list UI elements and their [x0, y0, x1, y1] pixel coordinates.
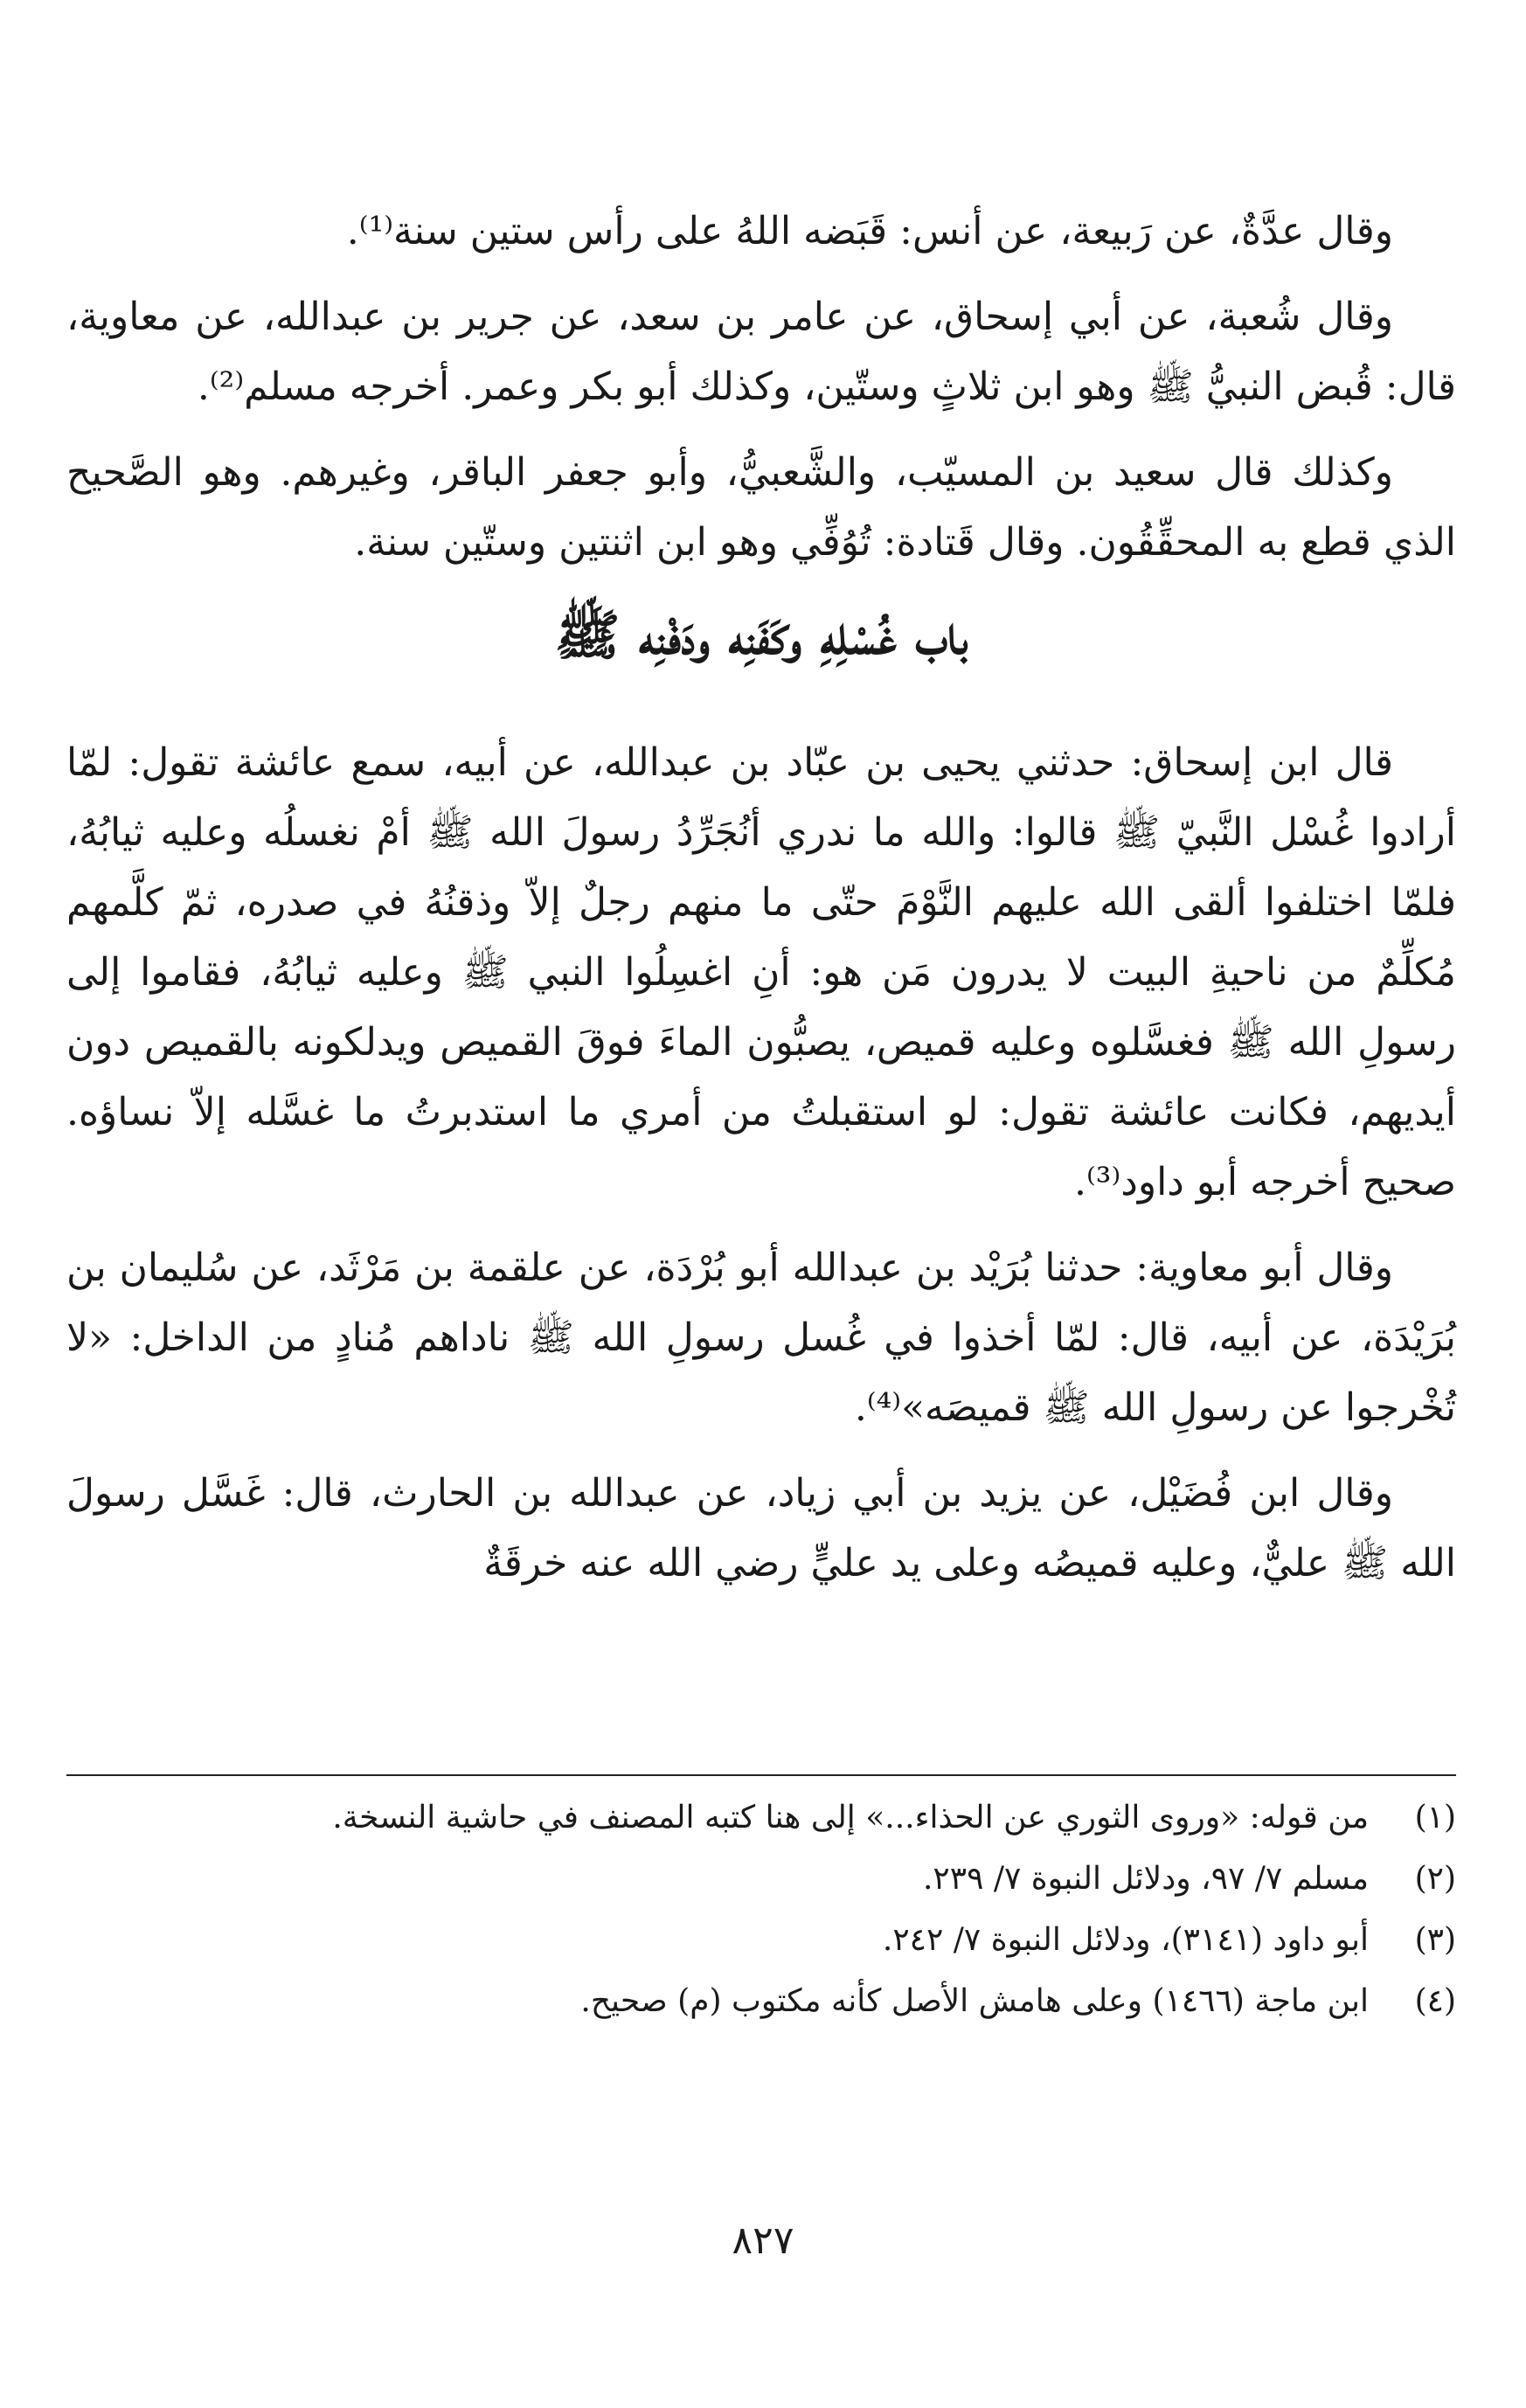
- paragraph-abu-muawiya: وقال أبو معاوية: حدثنا بُرَيْد بن عبدالله أبو بُرْدَة، عن علقمة بن مَرْثَد، عن سُليمان بن بُرَيْدَة، عن أبيه، قال: لمّا أخذوا في غُسل رسولِ الله ﷺ ناداهم مُنادٍ من الداخل: «لا تُخْرجوا عن رسولِ الله ﷺ قميصَه»⁽⁴⁾.: [66, 1246, 1456, 1430]
- footnote-text: من قوله: «وروى الثوري عن الحذاء...» إلى هنا كتبه المصنف في حاشية النسخة.: [332, 1800, 1369, 1835]
- paragraph-aisha-washing: قال ابن إسحاق: حدثني يحيى بن عبّاد بن عبدالله، عن أبيه، سمع عائشة تقول: لمّا أرادوا غُسْل النَّبيّ ﷺ قالوا: والله ما ندري أنُجَرِّدُ رسولَ الله ﷺ أمْ نغسلُه وعليه ثيابُهُ، فلمّا اختلفوا ألقى الله عليهم النَّوْمَ حتّى ما منهم رجلٌ إلاّ وذقنُهُ في صدره، ثمّ كلَّمهم مُكلِّمٌ من ناحيةِ البيت لا يدرون مَن هو: أنِ اغسِلُوا النبي ﷺ وعليه ثيابُهُ، فقاموا إلى رسولِ الله ﷺ فغسَّلوه وعليه قميص، يصبُّون الماءَ فوقَ القميص ويدلكونه بالقميص دون أيديهم، فكانت عائشة تقول: لو استقبلتُ من أمري ما استدبرتُ ما غسَّله إلاّ نساؤه. صحيح أخرجه أبو داود⁽³⁾.: [66, 740, 1456, 1204]
- footnote-item: [66, 1916, 1456, 1965]
- footnote-number: (٢): [1414, 1861, 1456, 1897]
- page-number: ٨٢٧: [732, 2218, 794, 2263]
- footnote-text: ابن ماجة (١٤٦٦) وعلى هامش الأصل كأنه مكتوب (م) صحيح.: [580, 1983, 1369, 2019]
- footnotes: [66, 1794, 1456, 2038]
- footnote-divider: [66, 1774, 1456, 1776]
- footnote-item: [66, 1977, 1456, 2026]
- paragraph-anas-age: وقال عدَّةٌ، عن رَبيعة، عن أنس: قَبَضه اللهُ على رأس ستين سنة⁽¹⁾.: [346, 209, 1393, 253]
- paragraph-sahih-opinion: وكذلك قال سعيد بن المسيّب، والشَّعبيُّ، وأبو جعفر الباقر، وغيرهم. وهو الصَّحيح الذي قطع به المحقِّقُون. وقال قَتادة: تُوُفِّي وهو ابن اثنتين وستّين سنة.: [66, 450, 1456, 565]
- chapter-heading: باب غُسْلِهِ وكَفَنِه ودَفْنِه ﷺ: [554, 603, 968, 667]
- footnote-item: [66, 1855, 1456, 1904]
- footnote-number: (١): [1414, 1800, 1456, 1835]
- paragraph-jarir-muawiya: وقال شُعبة، عن أبي إسحاق، عن عامر بن سعد، عن جرير بن عبدالله، عن معاوية، قال: قُبض النبيُّ ﷺ وهو ابن ثلاثٍ وستّين، وكذلك أبو بكر وعمر. أخرجه مسلم⁽²⁾.: [66, 295, 1456, 409]
- footnote-number: (٣): [1414, 1922, 1456, 1958]
- footnote-text: مسلم ٧/ ٩٧، ودلائل النبوة ٧/ ٢٣٩.: [922, 1861, 1369, 1897]
- footnote-item: [66, 1794, 1456, 1842]
- paragraph-ibn-fudayl: وقال ابن فُضَيْل، عن يزيد بن أبي زياد، عن عبدالله بن الحارث، قال: غَسَّل رسولَ الله ﷺ عليٌّ، وعليه قميصُه وعلى يد عليٍّ رضي الله عنه خرقَةٌ: [66, 1471, 1456, 1586]
- footnote-number: (٤): [1414, 1983, 1456, 2019]
- main-text: [66, 197, 1456, 1614]
- footnote-text: أبو داود (٣١٤١)، ودلائل النبوة ٧/ ٢٤٢.: [882, 1922, 1369, 1958]
